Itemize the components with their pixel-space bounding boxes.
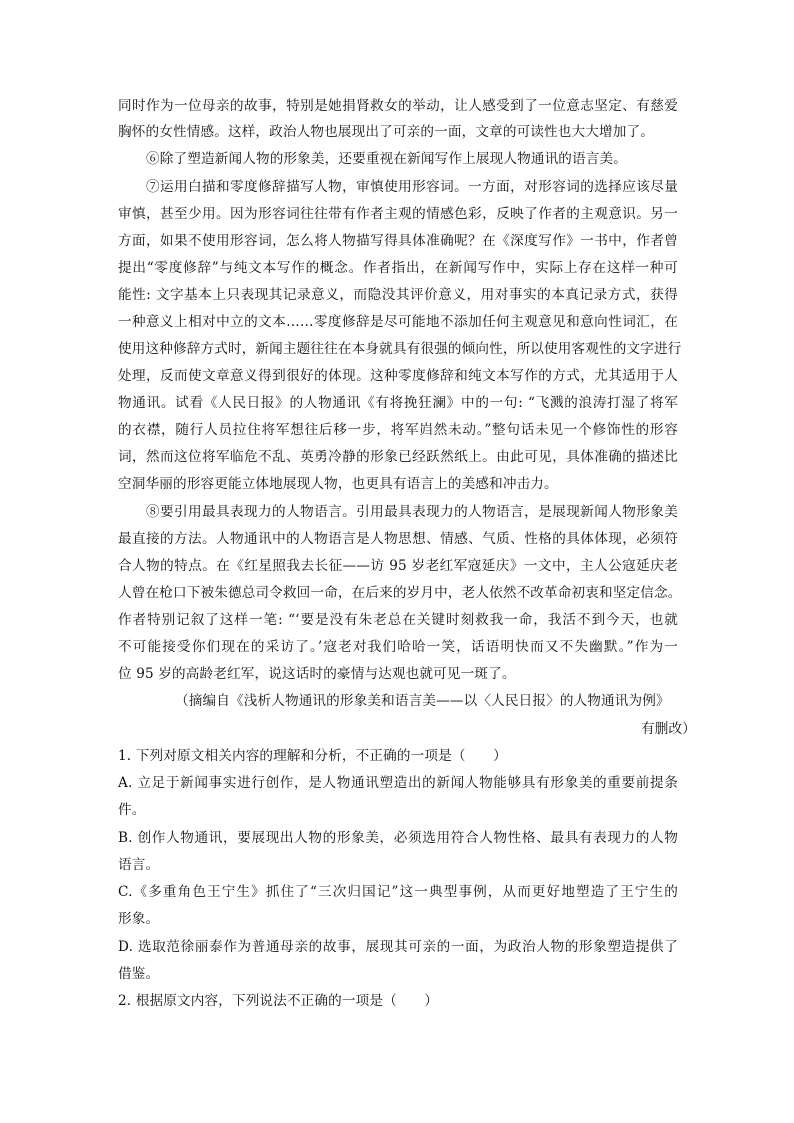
paragraph-8-line: 位 95 岁的高龄老红军，说这话时的豪情与达观也就可见一斑了。: [118, 666, 516, 682]
paragraph-6-line: ⑥除了塑造新闻人物的形象美，还要重视在新闻写作上展现人物通讯的语言美。: [146, 151, 628, 167]
paragraph-7-line: 的衣襟，随行人员拉住将军想往后移一步，将军岿然未动。”整句话未见一个修饰性的形容: [118, 422, 678, 438]
paragraph-8-line: 合人物的特点。在《红星照我去长征——访 95 岁老红军寇延庆》一文中，主人公寇延庆老: [118, 558, 678, 574]
question-1-option-a: A. 立足于新闻事实进行创作，是人物通讯塑造出的新闻人物能够具有形象美的重要前提条: [118, 775, 678, 791]
paragraph-7-line: 方面，如果不使用形容词，怎么将人物描写得具体准确呢？在《深度写作》一书中，作者曾: [118, 233, 678, 249]
question-1-option-c: C.《多重角色王宁生》抓住了“三次归国记”这一典型事例，从而更好地塑造了王宁生的: [118, 884, 678, 900]
paragraph-8-line: 最直接的方法。人物通讯中的人物语言是人物思想、情感、气质、性格的具体体现，必须符: [118, 531, 678, 547]
paragraph-7-line: 提出“零度修辞”与纯文本写作的概念。作者指出，在新闻写作中，实际上存在这样一种可: [118, 260, 678, 276]
source-citation: （摘编自《浅析人物通讯的形象美和语言美——以〈人民日报〉的人物通讯为例》: [175, 693, 670, 709]
question-1-option-a-cont: 件。: [118, 802, 146, 818]
paragraph-8-line: ⑧要引用最具表现力的人物语言。引用最具表现力的人物语言，是展现新闻人物形象美: [146, 504, 678, 520]
paragraph-7-line: 处理，反而使文章意义得到很好的体现。这种零度修辞和纯文本写作的方式，尤其适用于人: [118, 368, 678, 384]
paragraph-7-line: 使用这种修辞方式时，新闻主题往往在本身就具有很强的倾向性，所以使用客观性的文字进行: [118, 341, 682, 357]
paragraph-8-line: 不可能接受你们现在的采访了。’寇老对我们哈哈一笑，话语明快而又不失幽默。”作为一: [118, 639, 678, 655]
paragraph-7-line: 一种意义上相对中立的文本……零度修辞是尽可能地不添加任何主观意见和意向性词汇，在: [118, 314, 678, 330]
paragraph-7-line: 词，然而这位将军临危不乱、英勇冷静的形象已经跃然纸上。由此可见，具体准确的描述比: [118, 449, 678, 465]
paragraph-8-line: 人曾在枪口下被朱德总司令救回一命，在后来的岁月中，老人依然不改革命初衷和坚定信念。: [118, 585, 682, 601]
question-1-option-b: B. 创作人物通讯，要展现出人物的形象美，必须选用符合人物性格、最具有表现力的人物: [118, 830, 678, 846]
paragraph-8-line: 作者特别记叙了这样一笔: “‘要是没有朱老总在关键时刻救我一命，我活不到今天，也就: [118, 612, 678, 628]
question-1-stem: 1. 下列对原文相关内容的理解和分析，不正确的一项是（ ）: [118, 748, 507, 764]
question-1-option-d: D. 选取范徐丽泰作为普通母亲的故事，展现其可亲的一面，为政治人物的形象塑造提供了: [118, 939, 678, 955]
paragraph-5-line: 胸怀的女性情感。这样，政治人物也展现出了可亲的一面，文章的可读性也大大增加了。: [118, 124, 655, 140]
paragraph-7-line: 能性: 文字基本上只表现其记录意义，而隐没其评价意义，用对事实的本真记录方式，获得: [118, 287, 678, 303]
source-citation-end: 有删改）: [641, 721, 696, 737]
paragraph-7-line: ⑦运用白描和零度修辞描写人物，审慎使用形容词。一方面，对形容词的选择应该尽量: [146, 179, 678, 195]
paragraph-7-line: 审慎，甚至少用。因为形容词往往带有作者主观的情感色彩，反映了作者的主观意识。另一: [118, 206, 678, 222]
question-1-option-c-cont: 形象。: [118, 911, 160, 927]
question-2-stem: 2. 根据原文内容，下列说法不正确的一项是（ ）: [118, 993, 439, 1009]
paragraph-5-line: 同时作为一位母亲的故事，特别是她捐肾救女的举动，让人感受到了一位意志坚定、有慈爱: [118, 98, 678, 114]
question-1-option-b-cont: 语言。: [118, 857, 160, 873]
paragraph-7-line: 空洞华丽的形容更能立体地展现人物，也更具有语言上的美感和冲击力。: [118, 476, 558, 492]
question-1-option-d-cont: 借鉴。: [118, 966, 160, 982]
paragraph-7-line: 物通讯。试看《人民日报》的人物通讯《有将挽狂澜》中的一句: “飞溅的浪涛打湿了将军: [118, 395, 678, 411]
